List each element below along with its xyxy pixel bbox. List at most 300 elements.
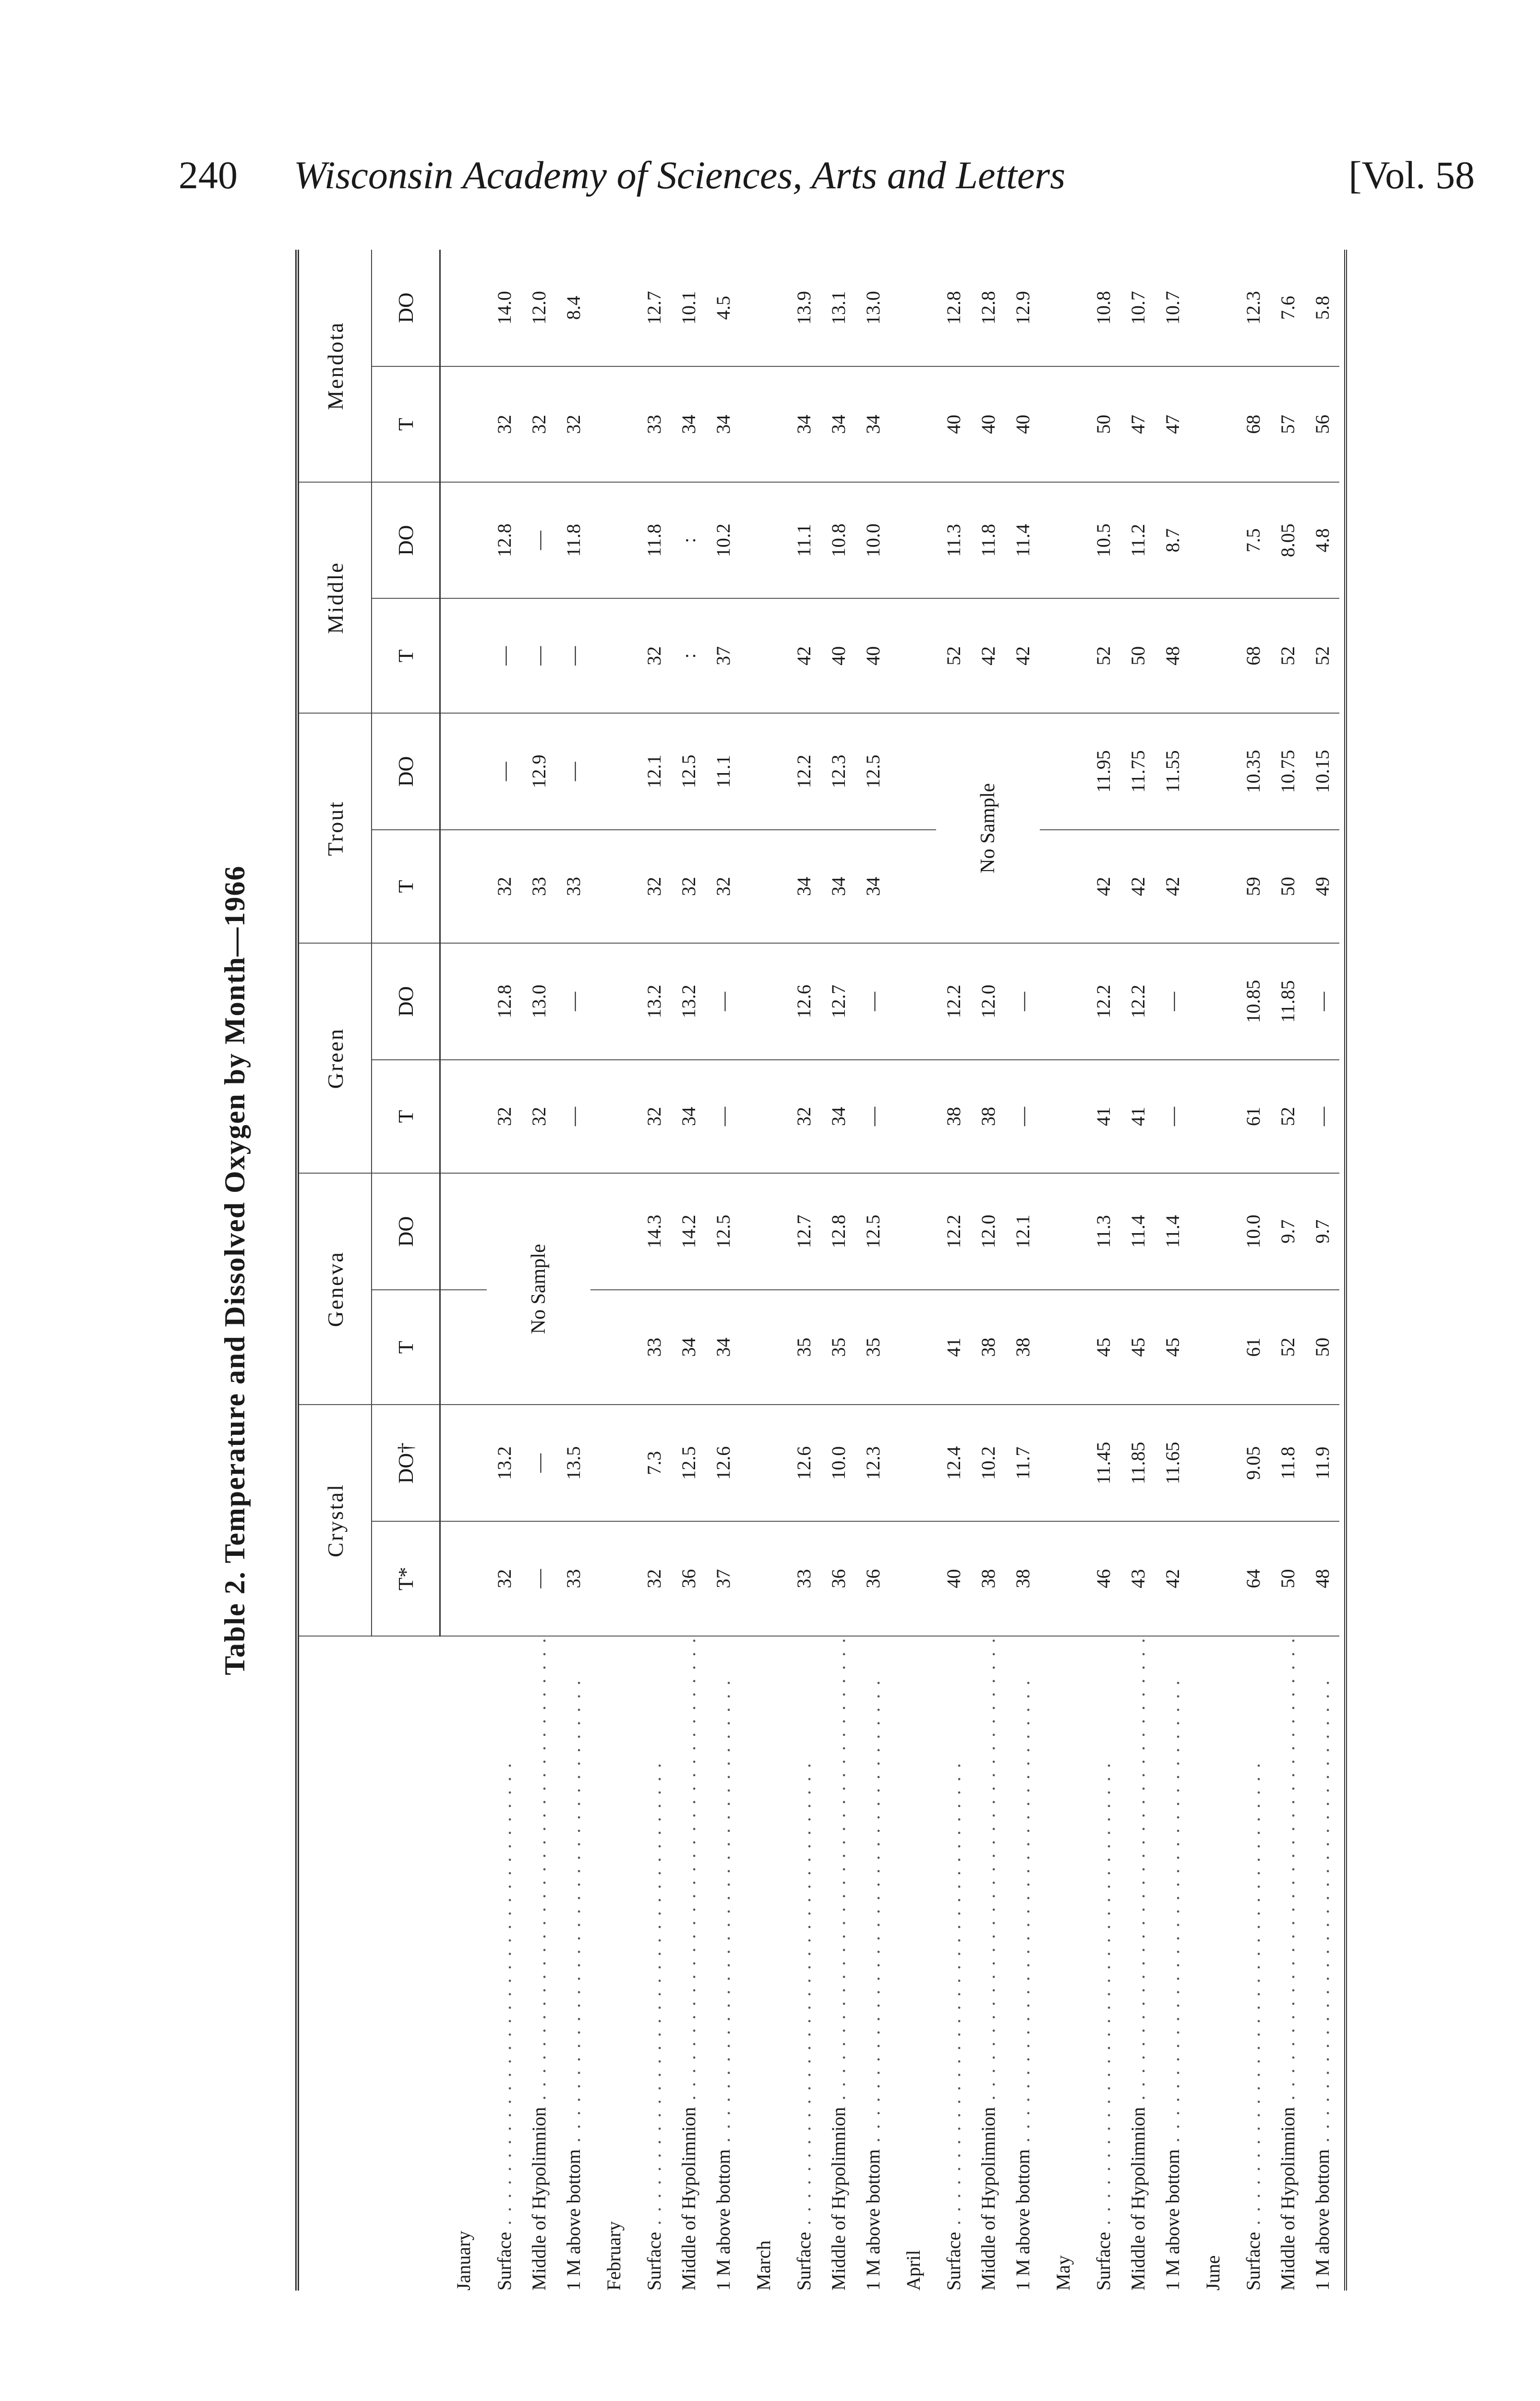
temperature-cell: 50 (1086, 366, 1120, 482)
spacer-cell (740, 830, 786, 944)
spacer-cell (590, 1173, 637, 1290)
table-row (1236, 250, 1270, 2291)
page-number: 240 (179, 153, 238, 197)
row-label (1005, 1636, 1040, 2291)
row-label-text: 1 M above bottom (1311, 2149, 1333, 2291)
spacer-cell (1190, 830, 1236, 944)
col-header-t: T (372, 1290, 440, 1405)
temperature-cell: 52 (1086, 598, 1120, 713)
dissolved-oxygen-cell: 11.2 (1120, 482, 1155, 598)
temperature-cell: 52 (936, 598, 971, 713)
table-row (821, 250, 855, 2291)
spacer-cell (440, 713, 487, 829)
row-label (786, 1636, 821, 2291)
spacer-cell (440, 366, 487, 482)
temperature-cell: 64 (1236, 1521, 1270, 1636)
dissolved-oxygen-cell: 10.5 (1086, 482, 1120, 598)
dissolved-oxygen-cell: 12.6 (786, 1405, 821, 1521)
spacer-cell (1040, 943, 1086, 1059)
dissolved-oxygen-cell: 12.2 (1086, 943, 1120, 1059)
temperature-cell: 35 (855, 1290, 890, 1405)
temperature-cell: — (487, 598, 521, 713)
temperature-cell: 36 (671, 1521, 706, 1636)
dissolved-oxygen-cell: 12.3 (1236, 250, 1270, 366)
running-header (179, 153, 1475, 210)
temperature-cell: 61 (1236, 1060, 1270, 1174)
dissolved-oxygen-cell: 14.0 (487, 250, 521, 366)
temperature-cell: 68 (1236, 598, 1270, 713)
col-header-t: T (372, 830, 440, 944)
spacer-cell (1040, 713, 1086, 829)
temperature-cell: — (556, 1060, 590, 1174)
leader-dots: . . . . . . . . . . . . . . . . . . . . . . . . . . . . . . . . . . . (1127, 1636, 1149, 2107)
dissolved-oxygen-cell: 11.4 (1155, 1173, 1190, 1290)
temperature-cell: 47 (1120, 366, 1155, 482)
spacer-cell (1190, 1290, 1236, 1405)
temperature-cell: 40 (936, 1521, 971, 1636)
temperature-cell: 32 (487, 830, 521, 944)
spacer-cell (890, 1521, 936, 1636)
row-label-text: Surface (1092, 2231, 1114, 2291)
temperature-cell: 50 (1270, 1521, 1305, 1636)
table-row (786, 250, 821, 2291)
month-label: February (602, 2221, 625, 2291)
dissolved-oxygen-cell: — (1155, 943, 1190, 1059)
dissolved-oxygen-cell: 12.9 (1005, 250, 1040, 366)
temperature-cell: 34 (855, 830, 890, 944)
dissolved-oxygen-cell: 11.4 (1005, 482, 1040, 598)
spacer-cell (1190, 1405, 1236, 1521)
row-label-text: 1 M above bottom (562, 2149, 584, 2291)
row-label-text: Middle of Hypolimnion (1127, 2107, 1149, 2291)
temperature-cell: 34 (706, 1290, 740, 1405)
spacer-cell (1040, 1405, 1086, 1521)
spacer-cell (1190, 1521, 1236, 1636)
temperature-cell: 38 (971, 1060, 1005, 1174)
dissolved-oxygen-cell: 7.3 (637, 1405, 671, 1521)
row-label (1305, 1636, 1339, 2291)
temperature-cell: 47 (1155, 366, 1190, 482)
table-row (1305, 250, 1339, 2291)
temperature-cell: 33 (556, 1521, 590, 1636)
dissolved-oxygen-cell: 12.1 (637, 713, 671, 829)
table-row (706, 250, 740, 2291)
temperature-cell: 36 (855, 1521, 890, 1636)
dissolved-oxygen-cell: 12.7 (786, 1173, 821, 1290)
spacer-cell (740, 598, 786, 713)
col-header-do: DO (372, 482, 440, 598)
dissolved-oxygen-cell: 11.45 (1086, 1405, 1120, 1521)
spacer-cell (740, 1173, 786, 1290)
no-sample-cell: No Sample (487, 1173, 590, 1405)
leader-dots: . . . . . . . . . . . . . . . . . . . . . . . . . . . . . . . . . . . (827, 1636, 849, 2107)
dissolved-oxygen-cell: 13.9 (786, 250, 821, 366)
temperature-cell: 43 (1120, 1521, 1155, 1636)
row-label-text: Middle of Hypolimnion (677, 2107, 699, 2291)
table-row (1120, 250, 1155, 2291)
spacer-cell (890, 1060, 936, 1174)
temperature-cell: 41 (1086, 1060, 1120, 1174)
row-label-text: Middle of Hypolimnion (827, 2107, 849, 2291)
spacer-cell (440, 1521, 487, 1636)
dissolved-oxygen-cell: 12.8 (487, 482, 521, 598)
spacer-cell (1190, 943, 1236, 1059)
temperature-cell: 32 (786, 1060, 821, 1174)
spacer-cell (890, 250, 936, 366)
leader-dots: . . . . . . . . . . . . . . . . . . . . . . . . . . . . . . . . . . . (677, 1636, 699, 2107)
spacer-cell (740, 713, 786, 829)
month-label: June (1202, 2255, 1224, 2291)
leader-dots: . . . . . . . . . . . . . . . . . . . . . . . . . . . . . . . . . . . (493, 1761, 515, 2232)
dissolved-oxygen-cell: 9.05 (1236, 1405, 1270, 1521)
dissolved-oxygen-cell: 12.2 (1120, 943, 1155, 1059)
leader-dots: . . . . . . . . . . . . . . . . . . . . . . . . . . . . . . . . . . . (1011, 1678, 1034, 2149)
leader-dots: . . . . . . . . . . . . . . . . . . . . . . . . . . . . . . . . . . . (942, 1761, 964, 2232)
leader-dots: . . . . . . . . . . . . . . . . . . . . . . . . . . . . . . . . . . . (528, 1636, 550, 2107)
journal-title: Wisconsin Academy of Sciences, Arts and Letters (294, 153, 1066, 197)
temperature-cell: 42 (1120, 830, 1155, 944)
dissolved-oxygen-cell: 12.2 (786, 713, 821, 829)
row-label-text: 1 M above bottom (1161, 2149, 1183, 2291)
temperature-cell: 34 (786, 830, 821, 944)
dissolved-oxygen-cell: 10.1 (671, 250, 706, 366)
dissolved-oxygen-cell: 12.5 (671, 1405, 706, 1521)
row-label (487, 1636, 521, 2291)
dissolved-oxygen-cell: 11.95 (1086, 713, 1120, 829)
temperature-cell: 36 (821, 1521, 855, 1636)
dissolved-oxygen-cell: 10.0 (821, 1405, 855, 1521)
dissolved-oxygen-cell: — (556, 943, 590, 1059)
dissolved-oxygen-cell: 11.8 (971, 482, 1005, 598)
dissolved-oxygen-cell: 12.8 (971, 250, 1005, 366)
spacer-cell (590, 1290, 637, 1405)
spacer-cell (590, 943, 637, 1059)
leader-dots: . . . . . . . . . . . . . . . . . . . . . . . . . . . . . . . . . . . (1161, 1678, 1183, 2149)
temperature-cell: 46 (1086, 1521, 1120, 1636)
dissolved-oxygen-cell: 12.1 (1005, 1173, 1040, 1290)
dissolved-oxygen-cell: 12.7 (821, 943, 855, 1059)
dissolved-oxygen-cell: 9.7 (1305, 1173, 1339, 1290)
temperature-cell: 32 (637, 1521, 671, 1636)
spacer-cell (1040, 598, 1086, 713)
leader-dots: . . . . . . . . . . . . . . . . . . . . . . . . . . . . . . . . . . . (1092, 1761, 1114, 2232)
dissolved-oxygen-cell: 8.7 (1155, 482, 1190, 598)
dissolved-oxygen-cell: — (521, 482, 556, 598)
table-row (1086, 250, 1120, 2291)
dissolved-oxygen-cell: : (671, 482, 706, 598)
row-label-text: Surface (1242, 2231, 1264, 2291)
temperature-cell: 37 (706, 1521, 740, 1636)
table-body (440, 250, 1340, 2291)
temperature-cell: 50 (1305, 1290, 1339, 1405)
dissolved-oxygen-cell: 10.8 (1086, 250, 1120, 366)
dissolved-oxygen-cell: 11.85 (1270, 943, 1305, 1059)
spacer-cell (740, 482, 786, 598)
table-row (671, 250, 706, 2291)
dissolved-oxygen-cell: 12.7 (637, 250, 671, 366)
spacer-cell (890, 482, 936, 598)
temperature-cell: 34 (786, 366, 821, 482)
lake-header-middle: Middle (297, 482, 372, 713)
month-row (890, 250, 936, 2291)
data-table (295, 250, 1339, 2291)
dissolved-oxygen-cell: 11.7 (1005, 1405, 1040, 1521)
dissolved-oxygen-cell: 12.5 (855, 713, 890, 829)
spacer-cell (440, 598, 487, 713)
temperature-cell: 38 (1005, 1521, 1040, 1636)
dissolved-oxygen-cell: 12.5 (855, 1173, 890, 1290)
temperature-cell: 38 (1005, 1290, 1040, 1405)
spacer-cell (440, 943, 487, 1059)
temperature-cell: 34 (855, 366, 890, 482)
spacer-cell (740, 1060, 786, 1174)
temperature-cell: 34 (821, 1060, 855, 1174)
spacer-cell (890, 713, 936, 829)
dissolved-oxygen-cell: 13.1 (821, 250, 855, 366)
spacer-cell (590, 1060, 637, 1174)
table-row (487, 250, 521, 2291)
table-row (855, 250, 890, 2291)
dissolved-oxygen-cell: 10.2 (971, 1405, 1005, 1521)
dissolved-oxygen-cell: — (487, 713, 521, 829)
row-label (1120, 1636, 1155, 2291)
dissolved-oxygen-cell: 14.2 (671, 1173, 706, 1290)
month-label: May (1052, 2255, 1074, 2291)
row-label (556, 1636, 590, 2291)
spacer-cell (1190, 1060, 1236, 1174)
lake-header-green: Green (297, 943, 372, 1173)
dissolved-oxygen-cell: 10.85 (1236, 943, 1270, 1059)
col-header-do: DO (372, 250, 440, 366)
spacer-cell (890, 1173, 936, 1290)
temperature-cell: 42 (1155, 1521, 1190, 1636)
dissolved-oxygen-cell: 13.2 (487, 1405, 521, 1521)
dissolved-oxygen-cell: 7.5 (1236, 482, 1270, 598)
temperature-cell: 56 (1305, 366, 1339, 482)
temperature-cell: 35 (821, 1290, 855, 1405)
temperature-cell: 38 (971, 1290, 1005, 1405)
temperature-cell: 33 (786, 1521, 821, 1636)
leader-dots: . . . . . . . . . . . . . . . . . . . . . . . . . . . . . . . . . . . (1311, 1678, 1333, 2149)
leader-dots: . . . . . . . . . . . . . . . . . . . . . . . . . . . . . . . . . . . (1242, 1761, 1264, 2232)
spacer-cell (890, 1405, 936, 1521)
spacer-cell (590, 366, 637, 482)
spacer-cell (1040, 1173, 1086, 1290)
spacer-cell (1190, 250, 1236, 366)
dissolved-oxygen-cell: 10.7 (1120, 250, 1155, 366)
row-label-text: 1 M above bottom (712, 2149, 734, 2291)
temperature-cell: 42 (1086, 830, 1120, 944)
dissolved-oxygen-cell: 8.4 (556, 250, 590, 366)
dissolved-oxygen-cell: 5.8 (1305, 250, 1339, 366)
leader-dots: . . . . . . . . . . . . . . . . . . . . . . . . . . . . . . . . . . . (562, 1678, 584, 2149)
row-label (1270, 1636, 1305, 2291)
temperature-cell: 42 (971, 598, 1005, 713)
spacer-cell (1040, 366, 1086, 482)
spacer-cell (440, 830, 487, 944)
dissolved-oxygen-cell: 11.1 (786, 482, 821, 598)
temperature-cell: 32 (487, 366, 521, 482)
dissolved-oxygen-cell: 10.0 (855, 482, 890, 598)
spacer-cell (1190, 713, 1236, 829)
temperature-cell: — (521, 598, 556, 713)
dissolved-oxygen-cell: 12.9 (521, 713, 556, 829)
dissolved-oxygen-cell: — (1305, 943, 1339, 1059)
spacer-cell (740, 1521, 786, 1636)
spacer-cell (740, 250, 786, 366)
dissolved-oxygen-cell: 11.85 (1120, 1405, 1155, 1521)
dissolved-oxygen-cell: 10.8 (821, 482, 855, 598)
temperature-cell: 34 (671, 1060, 706, 1174)
table-row (637, 250, 671, 2291)
temperature-cell: 32 (671, 830, 706, 944)
dissolved-oxygen-cell: 13.2 (671, 943, 706, 1059)
row-label (1155, 1636, 1190, 2291)
dissolved-oxygen-cell: 12.6 (706, 1405, 740, 1521)
temperature-cell: 32 (637, 1060, 671, 1174)
spacer-cell (890, 830, 936, 944)
volume-label: [Vol. 58 (1348, 153, 1475, 197)
temperature-cell: — (556, 598, 590, 713)
lake-header-geneva: Geneva (297, 1173, 372, 1405)
spacer-cell (1190, 598, 1236, 713)
dissolved-oxygen-cell: 12.2 (936, 1173, 971, 1290)
dissolved-oxygen-cell: 7.6 (1270, 250, 1305, 366)
spacer-cell (1190, 366, 1236, 482)
row-label-text: Middle of Hypolimnion (1276, 2107, 1299, 2291)
dissolved-oxygen-cell: 12.8 (821, 1173, 855, 1290)
dissolved-oxygen-cell: 11.1 (706, 713, 740, 829)
temperature-cell: 35 (786, 1290, 821, 1405)
spacer-cell (1190, 1173, 1236, 1290)
spacer-cell (1040, 1290, 1086, 1405)
temperature-cell: 48 (1305, 1521, 1339, 1636)
temperature-cell: 48 (1155, 598, 1190, 713)
spacer-cell (740, 1405, 786, 1521)
temperature-cell: 57 (1270, 366, 1305, 482)
leader-dots: . . . . . . . . . . . . . . . . . . . . . . . . . . . . . . . . . . . (793, 1761, 815, 2232)
temperature-cell: 32 (521, 366, 556, 482)
dissolved-oxygen-cell: 13.0 (521, 943, 556, 1059)
spacer-cell (890, 598, 936, 713)
spacer-cell (590, 482, 637, 598)
temperature-cell: 52 (1270, 1290, 1305, 1405)
temperature-cell: 40 (936, 366, 971, 482)
dissolved-oxygen-cell: 12.4 (936, 1405, 971, 1521)
dissolved-oxygen-cell: 11.9 (1305, 1405, 1339, 1521)
table-row (1155, 250, 1190, 2291)
spacer-cell (890, 943, 936, 1059)
row-label (1086, 1636, 1120, 2291)
dissolved-oxygen-cell: 8.05 (1270, 482, 1305, 598)
leader-dots: . . . . . . . . . . . . . . . . . . . . . . . . . . . . . . . . . . . (643, 1761, 665, 2232)
lake-header-row (297, 250, 372, 2291)
spacer-cell (440, 250, 487, 366)
temperature-cell: 38 (936, 1060, 971, 1174)
temperature-cell: : (671, 598, 706, 713)
row-label-text: 1 M above bottom (862, 2149, 884, 2291)
spacer-cell (440, 1405, 487, 1521)
spacer-cell (590, 713, 637, 829)
temperature-cell: 40 (855, 598, 890, 713)
dissolved-oxygen-cell: 11.8 (556, 482, 590, 598)
dissolved-oxygen-cell: 10.0 (1236, 1173, 1270, 1290)
spacer-cell (740, 1290, 786, 1405)
temperature-cell: 32 (706, 830, 740, 944)
temperature-cell: 33 (637, 1290, 671, 1405)
row-label (671, 1636, 706, 2291)
temperature-cell: 45 (1086, 1290, 1120, 1405)
row-label-text: Middle of Hypolimnion (528, 2107, 550, 2291)
temperature-cell: 52 (1270, 598, 1305, 713)
temperature-cell: 34 (821, 366, 855, 482)
temperature-cell: 32 (487, 1060, 521, 1174)
col-header-t: T (372, 598, 440, 713)
temperature-cell: — (1305, 1060, 1339, 1174)
dissolved-oxygen-cell: 11.8 (1270, 1405, 1305, 1521)
row-label (706, 1636, 740, 2291)
temperature-cell: 34 (821, 830, 855, 944)
dissolved-oxygen-cell: 12.2 (936, 943, 971, 1059)
temperature-cell: 33 (556, 830, 590, 944)
temperature-cell: — (1155, 1060, 1190, 1174)
temperature-cell: 42 (1005, 598, 1040, 713)
dissolved-oxygen-cell: — (706, 943, 740, 1059)
temperature-cell: 32 (637, 598, 671, 713)
temperature-cell: 40 (971, 366, 1005, 482)
col-header-t: T* (372, 1521, 440, 1636)
dissolved-oxygen-cell: 12.5 (706, 1173, 740, 1290)
row-label (971, 1636, 1005, 2291)
temperature-cell: 68 (1236, 366, 1270, 482)
temperature-cell: 41 (1120, 1060, 1155, 1174)
dissolved-oxygen-cell: 4.8 (1305, 482, 1339, 598)
month-label: March (752, 2240, 774, 2291)
spacer-cell (440, 482, 487, 598)
month-row (440, 250, 487, 2291)
temperature-cell: 50 (1270, 830, 1305, 944)
temperature-cell: 59 (1236, 830, 1270, 944)
month-row (1040, 250, 1086, 2291)
temperature-cell: 33 (521, 830, 556, 944)
table-row (936, 250, 971, 2291)
temperature-cell: — (1005, 1060, 1040, 1174)
temperature-cell: 52 (1270, 1060, 1305, 1174)
temperature-cell: 32 (521, 1060, 556, 1174)
row-label (855, 1636, 890, 2291)
dissolved-oxygen-cell: — (1005, 943, 1040, 1059)
col-header-do: DO† (372, 1405, 440, 1521)
leader-dots: . . . . . . . . . . . . . . . . . . . . . . . . . . . . . . . . . . . (1276, 1636, 1299, 2107)
spacer-cell (1040, 1521, 1086, 1636)
dissolved-oxygen-cell: 10.2 (706, 482, 740, 598)
month-label: January (452, 2231, 474, 2291)
table-row (1270, 250, 1305, 2291)
spacer-cell (590, 1405, 637, 1521)
spacer-cell (440, 1290, 487, 1405)
temperature-cell: 34 (671, 366, 706, 482)
lake-header-trout: Trout (297, 713, 372, 943)
temperature-cell: 50 (1120, 598, 1155, 713)
dissolved-oxygen-cell: 10.75 (1270, 713, 1305, 829)
table-bottom-rule (1344, 250, 1347, 2291)
dissolved-oxygen-cell: 12.6 (786, 943, 821, 1059)
dissolved-oxygen-cell: 13.0 (855, 250, 890, 366)
temperature-cell: 42 (786, 598, 821, 713)
dissolved-oxygen-cell: 11.3 (936, 482, 971, 598)
row-label-text: Surface (493, 2231, 515, 2291)
spacer-cell (1040, 482, 1086, 598)
